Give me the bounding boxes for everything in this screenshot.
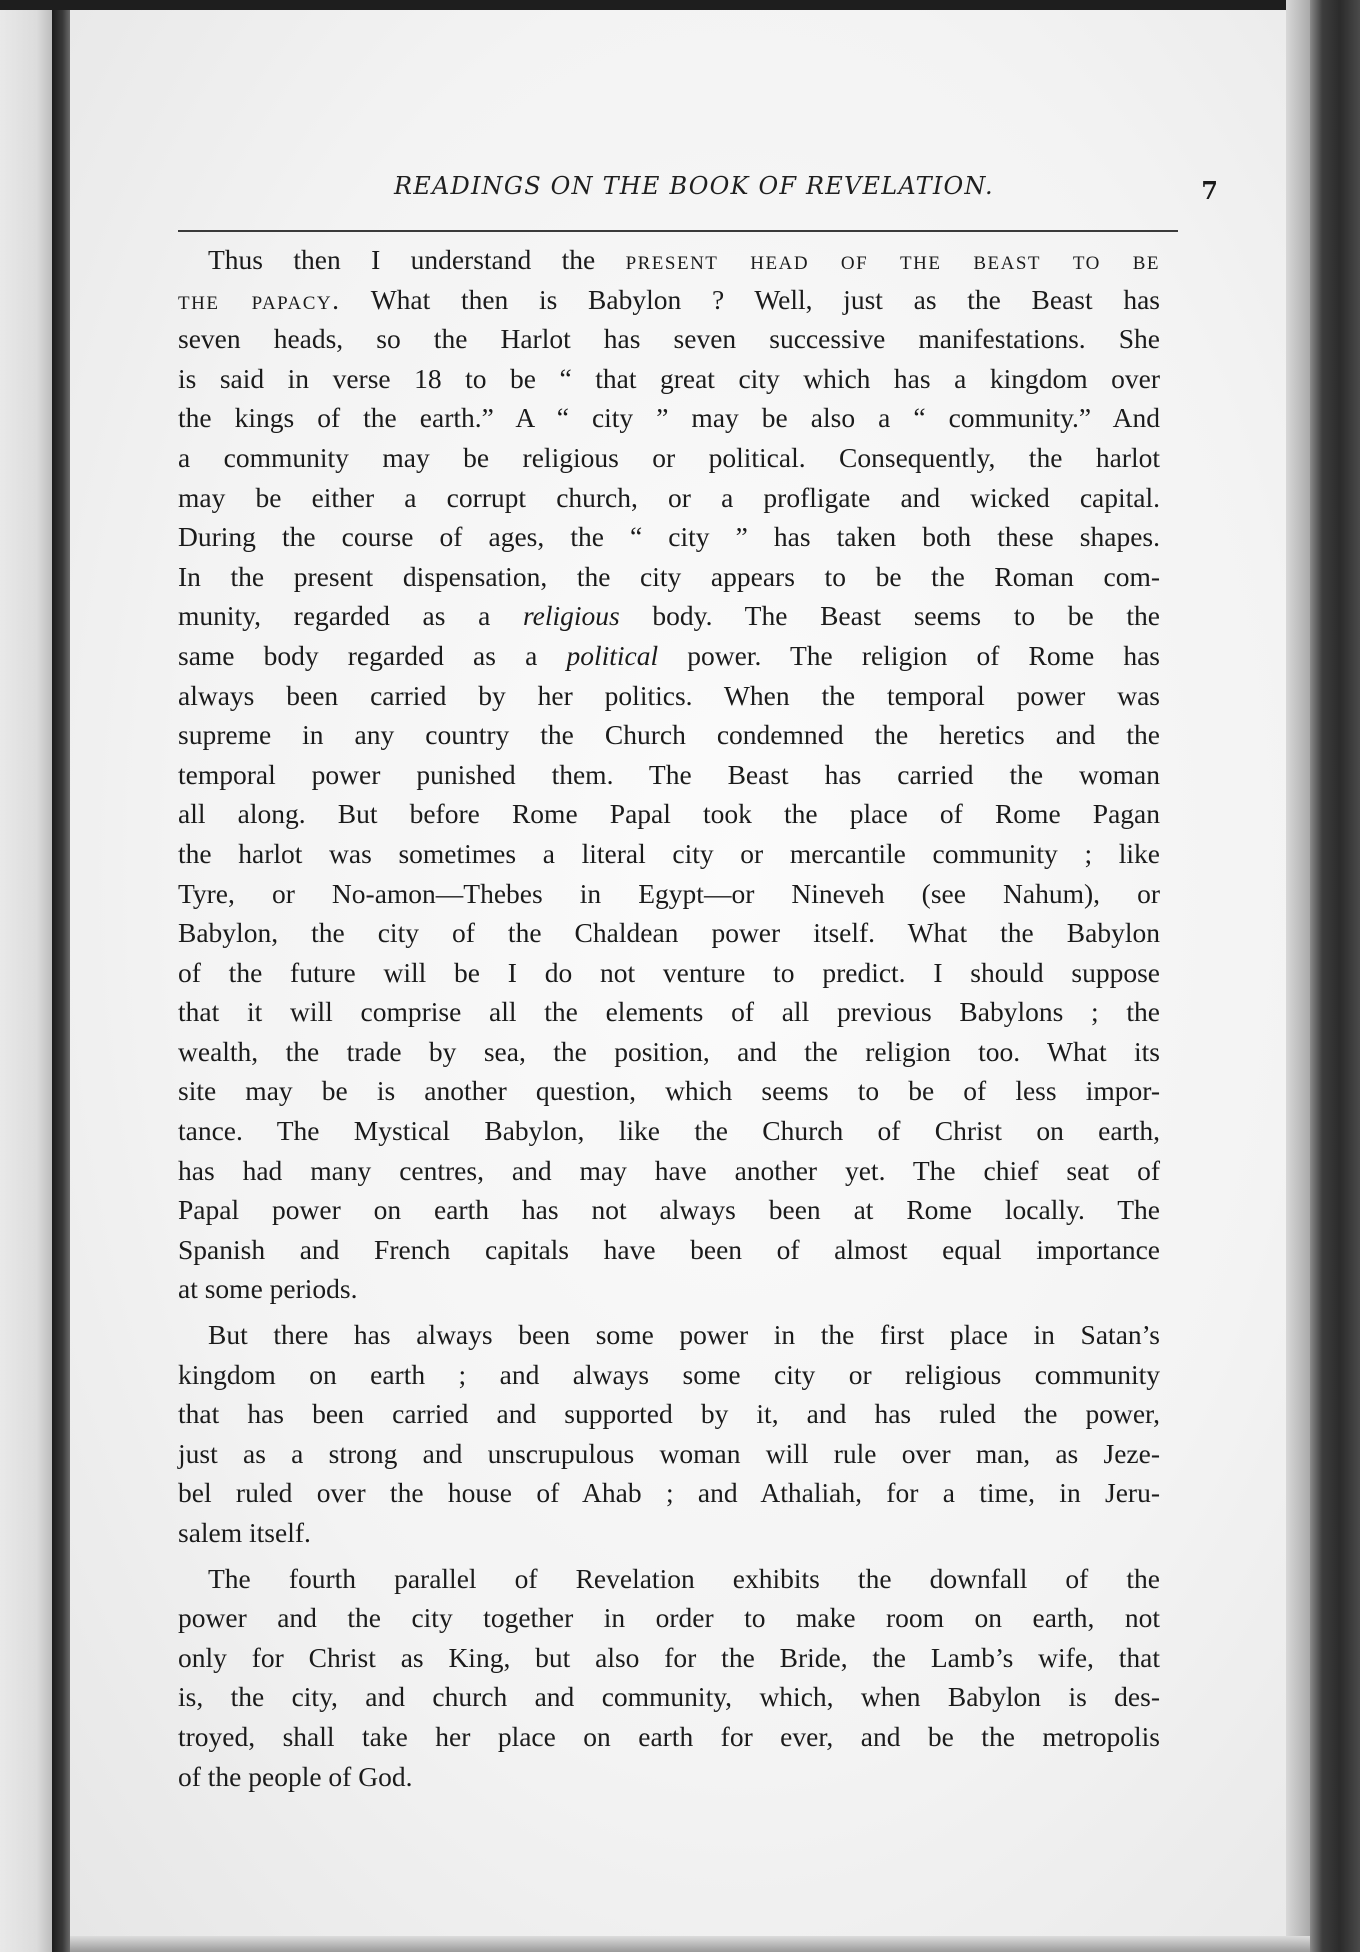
text-line <box>178 1315 1160 1355</box>
running-title: READINGS ON THE BOOK OF REVELATION. <box>394 172 994 200</box>
text-line <box>178 913 1160 953</box>
text-run: troyed, shall take her place on earth for ever, and be the metropolis <box>178 1720 1160 1752</box>
text-line <box>178 874 1160 914</box>
text-run: seven heads, so the Harlot has seven successive manifestations. She <box>178 323 1160 355</box>
text-line <box>178 953 1160 993</box>
italic-text: religious <box>522 600 620 632</box>
paragraph <box>178 1559 1160 1797</box>
text-line <box>178 359 1160 399</box>
text-run: all along. But before Rome Papal took the place of Rome Pagan <box>178 798 1160 830</box>
paragraph <box>178 1315 1160 1553</box>
text-run: the harlot was sometimes a literal city or mercantile community ; like <box>178 837 1160 869</box>
text-line <box>178 1230 1160 1270</box>
text-run: body. The Beast seems to be the <box>619 600 1161 632</box>
text-run: munity, regarded as a <box>178 600 523 632</box>
header-rule <box>178 230 1178 232</box>
text-line <box>178 1190 1160 1230</box>
text-line <box>178 1032 1160 1072</box>
text-line <box>178 517 1160 557</box>
text-line <box>178 1559 1160 1599</box>
text-run: Spanish and French capitals have been of almost equal importance <box>178 1233 1160 1265</box>
text-run: power. The religion of Rome has <box>658 639 1160 671</box>
text-run: that has been carried and supported by it, and has ruled the power, <box>178 1398 1160 1430</box>
text-run: that it will comprise all the elements of all previous Babylons ; the <box>178 996 1160 1028</box>
text-line <box>178 1269 1160 1309</box>
text-line <box>178 240 1160 280</box>
scan-top-border <box>0 0 1360 10</box>
text-line <box>178 438 1160 478</box>
text-line <box>178 557 1160 597</box>
text-run: Tyre, or No-amon—Thebes in Egypt—or Nineveh (see Nahum), or <box>178 877 1160 909</box>
small-caps-text: the papacy. <box>178 283 341 315</box>
text-run: Papal power on earth has not always been at Rome locally. The <box>178 1194 1160 1226</box>
text-line <box>178 715 1160 755</box>
text-line <box>178 280 1160 320</box>
scan-bottom-edge <box>70 1936 1310 1952</box>
text-line <box>178 1394 1160 1434</box>
text-run: kingdom on earth ; and always some city or religious community <box>178 1358 1160 1390</box>
text-run: a community may be religious or political. Consequently, the harlot <box>178 441 1160 473</box>
text-line <box>178 596 1160 636</box>
text-run: Babylon, the city of the Chaldean power itself. What the Babylon <box>178 917 1160 949</box>
paragraph <box>178 240 1160 1309</box>
page-edge-right <box>1286 0 1310 1952</box>
text-line <box>178 1151 1160 1191</box>
text-run: In the present dispensation, the city appears to be the Roman com- <box>178 560 1160 592</box>
text-run: supreme in any country the Church condemned the heretics and the <box>178 719 1160 751</box>
text-run: is, the city, and church and community, which, when Babylon is des- <box>178 1681 1160 1713</box>
text-run: is said in verse 18 to be “ that great city which has a kingdom over <box>178 362 1160 394</box>
text-line <box>178 1071 1160 1111</box>
text-line <box>178 834 1160 874</box>
text-line <box>178 478 1160 518</box>
text-run: site may be is another question, which seems to be of less impor- <box>178 1075 1160 1107</box>
text-run: temporal power punished them. The Beast has carried the woman <box>178 758 1160 790</box>
text-run: bel ruled over the house of Ahab ; and Athaliah, for a time, in Jeru- <box>178 1477 1160 1509</box>
text-run: the kings of the earth.” A “ city ” may be also a “ community.” And <box>178 402 1160 434</box>
text-line <box>178 755 1160 795</box>
text-line <box>178 398 1160 438</box>
text-line <box>178 319 1160 359</box>
text-line <box>178 676 1160 716</box>
text-run: has had many centres, and may have another yet. The chief seat of <box>178 1154 1160 1186</box>
text-line <box>178 636 1160 676</box>
text-run: just as a strong and unscrupulous woman will rule over man, as Jeze- <box>178 1437 1160 1469</box>
small-caps-text: present head of the beast to be <box>625 244 1160 275</box>
text-line <box>178 1473 1160 1513</box>
text-line <box>178 1757 1160 1797</box>
text-line <box>178 1434 1160 1474</box>
page-number: 7 <box>1201 176 1218 205</box>
text-line <box>178 992 1160 1032</box>
text-run: wealth, the trade by sea, the position, and the religion too. What its <box>178 1035 1160 1067</box>
text-run: only for Christ as King, but also for the Bride, the Lamb’s wife, that <box>178 1641 1160 1673</box>
text-line <box>178 1355 1160 1395</box>
text-line <box>178 794 1160 834</box>
text-run: same body regarded as a <box>178 639 567 671</box>
text-run: But there has always been some power in the first place in Satan’s <box>208 1319 1160 1351</box>
body-text <box>178 240 1160 1796</box>
text-run: at some periods. <box>178 1273 358 1305</box>
italic-text: political <box>566 639 659 671</box>
text-run: During the course of ages, the “ city ” has taken both these shapes. <box>178 521 1160 553</box>
book-cover-edge <box>1310 0 1360 1952</box>
facing-page-edge <box>0 0 52 1952</box>
text-run: What then is Babylon ? Well, just as the Beast has <box>340 283 1160 315</box>
text-line <box>178 1638 1160 1678</box>
text-run: power and the city together in order to make room on earth, not <box>178 1602 1160 1634</box>
text-run: of the people of God. <box>178 1760 413 1792</box>
text-line <box>178 1513 1160 1553</box>
text-line <box>178 1111 1160 1151</box>
text-run: The fourth parallel of Revelation exhibits the downfall of the <box>208 1562 1160 1594</box>
running-head <box>178 162 1218 212</box>
text-run: salem itself. <box>178 1517 311 1548</box>
text-run: may be either a corrupt church, or a profligate and wicked capital. <box>178 481 1160 513</box>
text-line <box>178 1598 1160 1638</box>
text-line <box>178 1677 1160 1717</box>
text-run: tance. The Mystical Babylon, like the Church of Christ on earth, <box>178 1115 1160 1147</box>
text-run: of the future will be I do not venture to predict. I should suppose <box>178 956 1160 988</box>
text-run: always been carried by her politics. When the temporal power was <box>178 679 1160 711</box>
page-sheet <box>70 10 1286 1936</box>
text-line <box>178 1717 1160 1757</box>
text-run: Thus then I understand the <box>208 244 626 275</box>
book-gutter <box>52 0 70 1952</box>
